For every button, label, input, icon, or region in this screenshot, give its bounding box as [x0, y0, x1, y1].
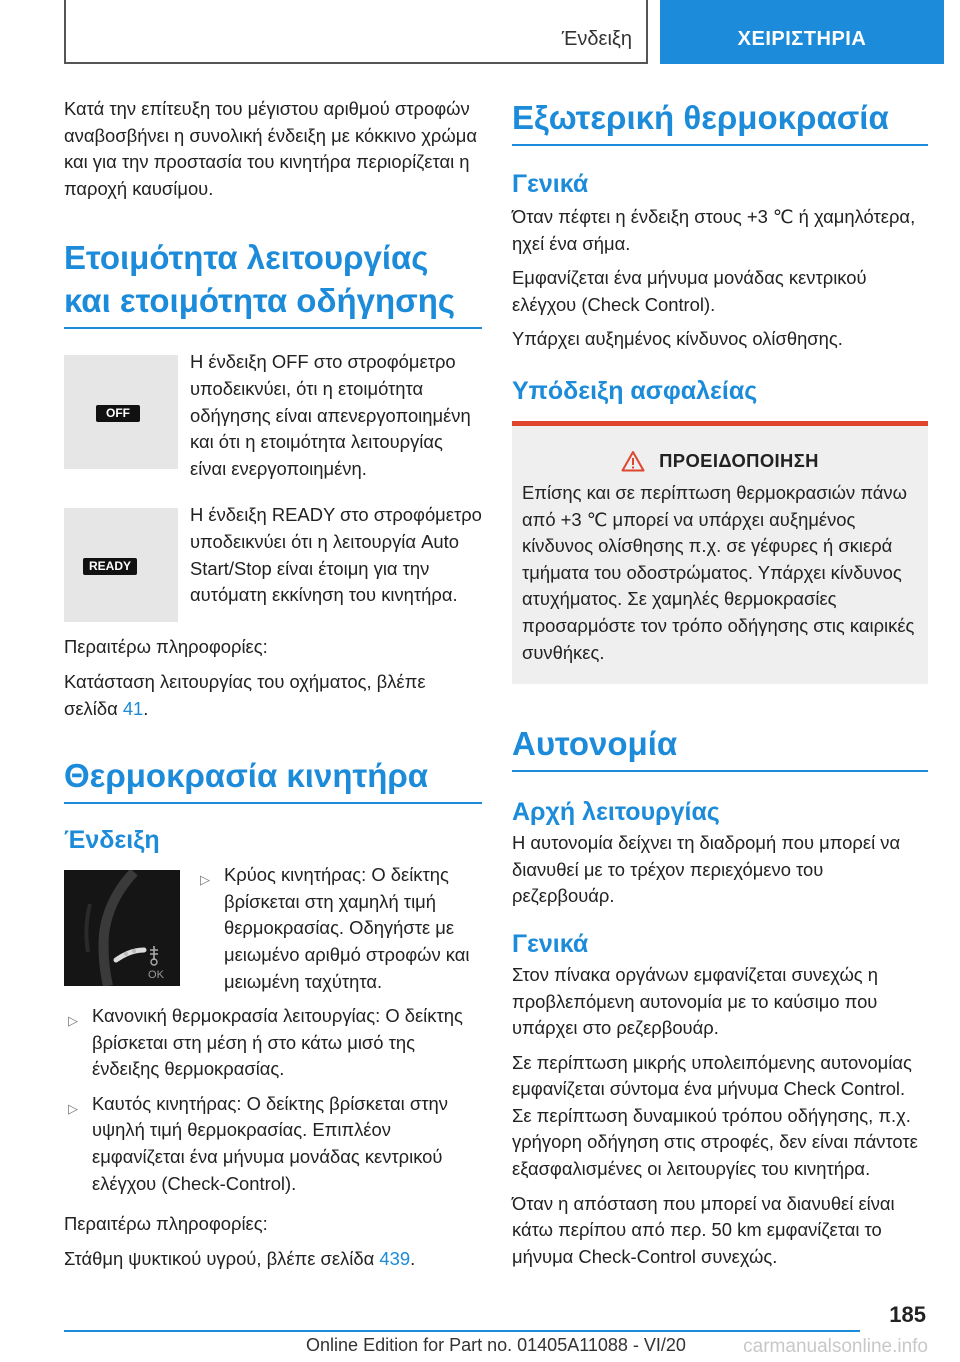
readiness-page-link[interactable]: 41 — [122, 697, 144, 719]
footer-rule — [64, 1330, 860, 1332]
warning-title: ΠΡΟΕΙΔΟΠΟΙΗΣΗ — [659, 449, 819, 471]
engine-temp-more-info: Περαιτέρω πληροφορίες: — [64, 1213, 268, 1235]
range-principle-heading: Αρχή λειτουργίας — [512, 798, 720, 827]
readiness-more-info: Περαιτέρω πληροφορίες: — [64, 636, 268, 658]
engine-temp-reference-end: . — [410, 1247, 416, 1269]
engine-temp-list-first — [196, 862, 482, 995]
triangle-right-icon: ▷ — [200, 872, 210, 888]
triangle-right-icon: ▷ — [68, 1013, 78, 1029]
off-indicator-row — [64, 349, 482, 482]
engine-temp-item-normal: Κανονική θερμοκρασία λειτουργίας: Ο δείκτης βρίσκεται στη μέση ή στο κάτω μισό της ένδειξης θερμοκρασίας. — [92, 1005, 463, 1080]
list-item — [64, 1003, 482, 1083]
engine-temp-item-cold: Κρύος κινητήρας: Ο δείκτης βρίσκεται στη χαμηλή τιμή θερμοκρασίας. Οδηγήστε με μειωμένο αριθμό στροφών και μειωμένη ταχύτητα. — [224, 864, 470, 992]
header-section-title: Ένδειξη — [561, 28, 632, 50]
right-column — [512, 96, 928, 1270]
range-principle-text: Η αυτονομία δείχνει τη διαδρομή που μπορεί να διανυθεί με το τρέχον περιεχόμενο του ρεζερβουάρ. — [512, 832, 901, 907]
engine-temp-reference — [64, 1246, 482, 1273]
footer-edition: Online Edition for Part no. 01405A11088 - VI/20 — [306, 1335, 686, 1355]
header-chapter-title: ΧΕΙΡΙΣΤΗΡΙΑ — [737, 28, 867, 50]
outside-temp-p1: Όταν πέφτει η ένδειξη στους +3 ℃ ή χαμηλότερα, ηχεί ένα σήμα. — [512, 206, 916, 254]
off-badge: OFF — [96, 405, 140, 422]
engine-temp-row — [64, 862, 482, 995]
readiness-reference-text: Κατάσταση λειτουργίας του οχήματος, βλέπε σελίδα — [64, 670, 426, 719]
ready-indicator-image — [64, 508, 178, 622]
outside-temp-p3: Υπάρχει αυξημένος κίνδυνος ολίσθησης. — [512, 328, 843, 350]
header-section-box — [64, 0, 648, 64]
engine-temp-page-link[interactable]: 439 — [379, 1247, 411, 1269]
off-indicator-image — [64, 355, 178, 469]
range-p1: Στον πίνακα οργάνων εμφανίζεται συνεχώς η προβλεπόμενη αυτονομία με το καύσιμο που υπάρχει στο ρεζερβουάρ. — [512, 963, 879, 1039]
header-chapter-tab — [660, 0, 944, 64]
engine-temp-subheading: Ένδειξη — [64, 826, 160, 855]
range-heading: Αυτονομία — [512, 722, 928, 772]
range-general-heading: Γενικά — [512, 929, 589, 958]
watermark: carmanualsonline.info — [743, 1336, 928, 1357]
warning-triangle-icon — [621, 450, 645, 472]
range-p2: Σε περίπτωση μικρής υπολειπόμενης αυτονομίας εμφανίζεται σύντομα ένα μήνυμα Check Control. Σε περίπτωση δυναμικού τρόπου οδήγησης, π.χ. γρήγορη οδήγηση στις στροφές, δεν είναι πάντοτε εξασφαλισμένες οι λειτουργίες του κινητήρα. — [512, 1051, 918, 1180]
safety-heading: Υπόδειξη ασφαλείας — [512, 376, 758, 405]
triangle-right-icon: ▷ — [68, 1100, 78, 1116]
engine-temp-item-hot: Καυτός κινητήρας: Ο δείκτης βρίσκεται στην υψηλή τιμή θερμοκρασίας. Επιπλέον εμφανίζεται ένα μήνυμα μονάδας κεντρικού ελέγχου (Check-Control). — [92, 1092, 448, 1194]
ready-indicator-row — [64, 502, 482, 622]
outside-temp-general-heading: Γενικά — [512, 170, 589, 198]
page-number: 185 — [889, 1302, 926, 1327]
left-column — [64, 96, 482, 1272]
off-indicator-text: Η ένδειξη OFF στο στροφόμετρο υποδεικνύει, ότι η ετοιμότητα οδήγησης είναι απενεργοποιημένη και ότι η ετοιμότητα λειτουργίας είναι ενεργοποιημένη. — [190, 351, 471, 479]
gauge-ok-label: OK — [148, 969, 164, 982]
ready-badge: READY — [83, 558, 137, 575]
intro-paragraph: Κατά την επίτευξη του μέγιστου αριθμού στροφών αναβοσβήνει η συνολική ένδειξη με κόκκινο χρώμα και για την προστασία του κινητήρα περιορίζεται η παροχή καυσίμου. — [64, 98, 477, 199]
list-item — [196, 862, 482, 995]
list-item — [64, 1091, 482, 1197]
readiness-reference — [64, 669, 482, 722]
readiness-heading: Ετοιμότητα λειτουργίας και ετοιμότητα οδήγησης — [64, 236, 482, 329]
temperature-gauge-icon — [64, 870, 180, 986]
engine-temp-heading: Θερμοκρασία κινητήρα — [64, 754, 482, 804]
warning-text: Επίσης και σε περίπτωση θερμοκρασιών πάνω από +3 ℃ μπορεί να υπάρχει αυξημένος κίνδυνος ολίσθησης π.χ. σε γέφυρες ή σκιερά τμήματα του οδοστρώματος. Υπάρχει κίνδυνος ατυχήματος. Σε χαμηλές θερμοκρασίες προσαρμόστε τον τρόπο οδήγησης στις καιρικές συνθήκες. — [522, 481, 915, 663]
temperature-gauge-image — [64, 870, 180, 986]
warning-box — [512, 421, 928, 684]
warning-header — [522, 450, 918, 472]
engine-temp-reference-text: Στάθμη ψυκτικού υγρού, βλέπε σελίδα — [64, 1247, 375, 1269]
ready-indicator-text: Η ένδειξη READY στο στροφόμετρο υποδεικνύει ότι η λειτουργία Auto Start/Stop είναι έτοιμη για την αυτόματη εκκίνηση του κινητήρα. — [190, 504, 482, 606]
range-p3: Όταν η απόσταση που μπορεί να διανυθεί είναι κάτω περίπου από περ. 50 km εμφανίζεται το μήνυμα Check-Control συνεχώς. — [512, 1192, 895, 1267]
engine-temp-list — [64, 1003, 482, 1197]
readiness-reference-end: . — [143, 697, 149, 719]
outside-temp-p2: Εμφανίζεται ένα μήνυμα μονάδας κεντρικού ελέγχου (Check Control). — [512, 267, 867, 315]
outside-temp-heading: Εξωτερική θερμοκρασία — [512, 96, 928, 146]
